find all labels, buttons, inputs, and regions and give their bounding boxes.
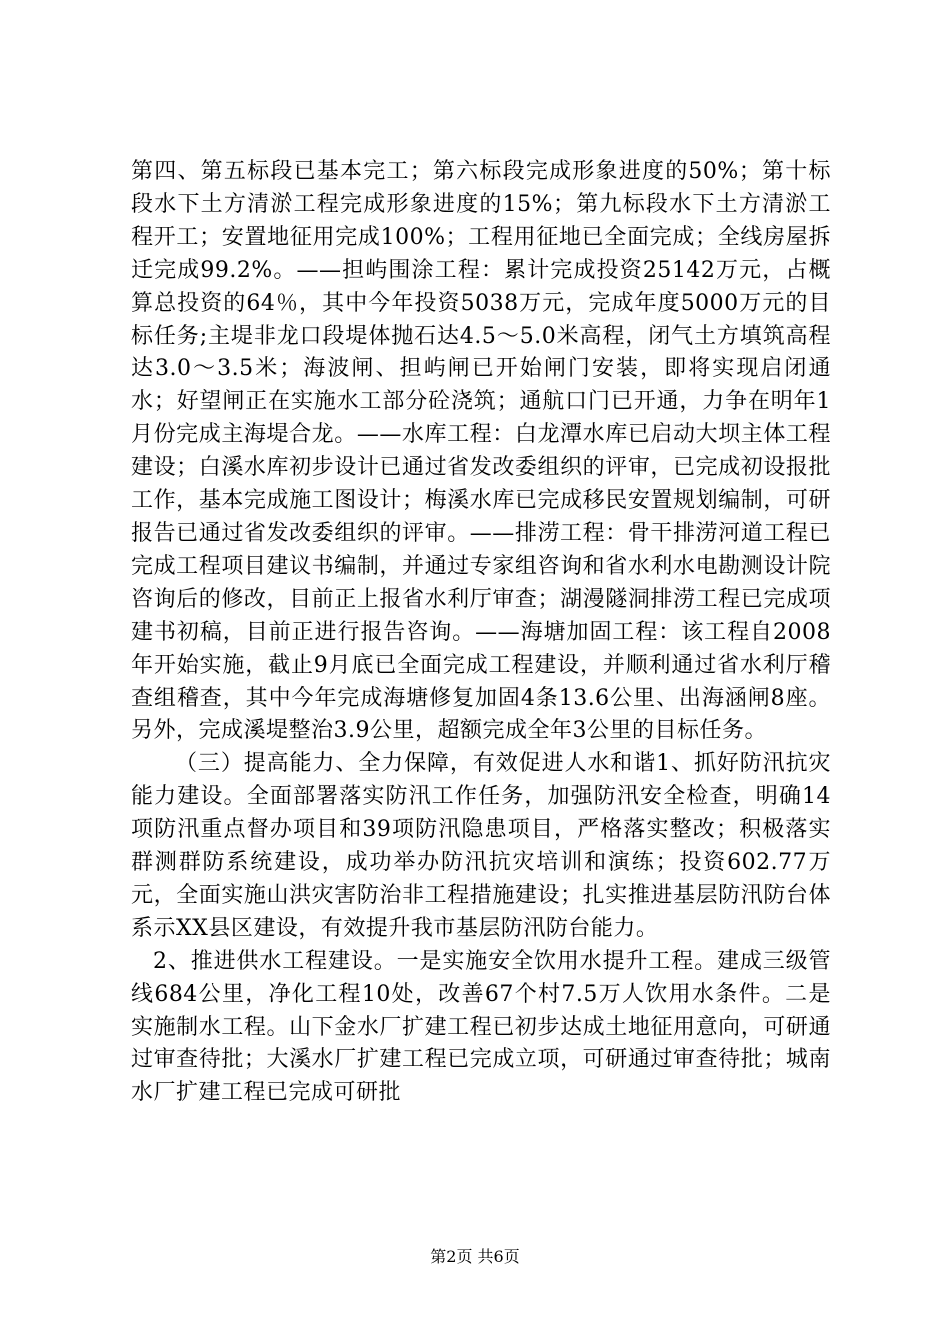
paragraph-flood-prevention: （三）提高能力、全力保障，有效促进人水和谐1、抓好防汛抗灾能力建设。全面部署落实防汛工作任务，加强防汛安全检查，明确14项防汛重点督办项目和39项防汛隐患项目，严格落实整改；积极落实群测群防系统建设，成功举办防汛抗灾培训和演练；投资602.77万元，全面实施山洪灾害防治非工程措施建设；扎实推进基层防汛防台体系示XX县区建设，有效提升我市基层防汛防台能力。	[131, 751, 831, 941]
document-body	[131, 156, 831, 1110]
paragraph-water-supply: 2、推进供水工程建设。一是实施安全饮用水提升工程。建成三级管线684公里，净化工程10处，改善67个村7.5万人饮用水条件。二是实施制水工程。山下金水厂扩建工程已初步达成土地征用意向，可研通过审查待批；大溪水厂扩建工程已完成立项，可研通过审查待批；城南水厂扩建工程已完成可研批	[131, 948, 831, 1106]
paragraph-progress-report: 第四、第五标段已基本完工；第六标段完成形象进度的50%；第十标段水下土方清淤工程完成形象进度的15%；第九标段水下土方清淤工程开工；安置地征用完成100%；工程用征地已全面完成；全线房屋拆迁完成99.2%。——担屿围涂工程：累计完成投资25142万元，占概算总投资的64％，其中今年投资5038万元，完成年度5000万元的目标任务;主堤非龙口段堤体抛石达4.5～5.0米高程，闭气土方填筑高程达3.0～3.5米；海波闸、担屿闸已开始闸门安装，即将实现启闭通水；好望闸正在实施水工部分砼浇筑；通航口门已开通，力争在明年1月份完成主海堤合龙。——水库工程：白龙潭水库已启动大坝主体工程建设；白溪水库初步设计已通过省发改委组织的评审，已完成初设报批工作，基本完成施工图设计；梅溪水库已完成移民安置规划编制，可研报告已通过省发改委组织的评审。——排涝工程：骨干排涝河道工程已完成工程项目建议书编制，并通过专家组咨询和省水利水电勘测设计院咨询后的修改，目前正上报省水利厅审查；湖漫隧洞排涝工程已完成项建书初稿，目前正进行报告咨询。——海塘加固工程：该工程自2008年开始实施，截止9月底已全面完成工程建设，并顺利通过省水利厅稽查组稽查，其中今年完成海塘修复加固4条13.6公里、出海涵闸8座。另外，完成溪堤整治3.9公里，超额完成全年3公里的目标任务。	[131, 159, 831, 744]
page-footer: 第2页 共6页	[430, 1247, 520, 1266]
